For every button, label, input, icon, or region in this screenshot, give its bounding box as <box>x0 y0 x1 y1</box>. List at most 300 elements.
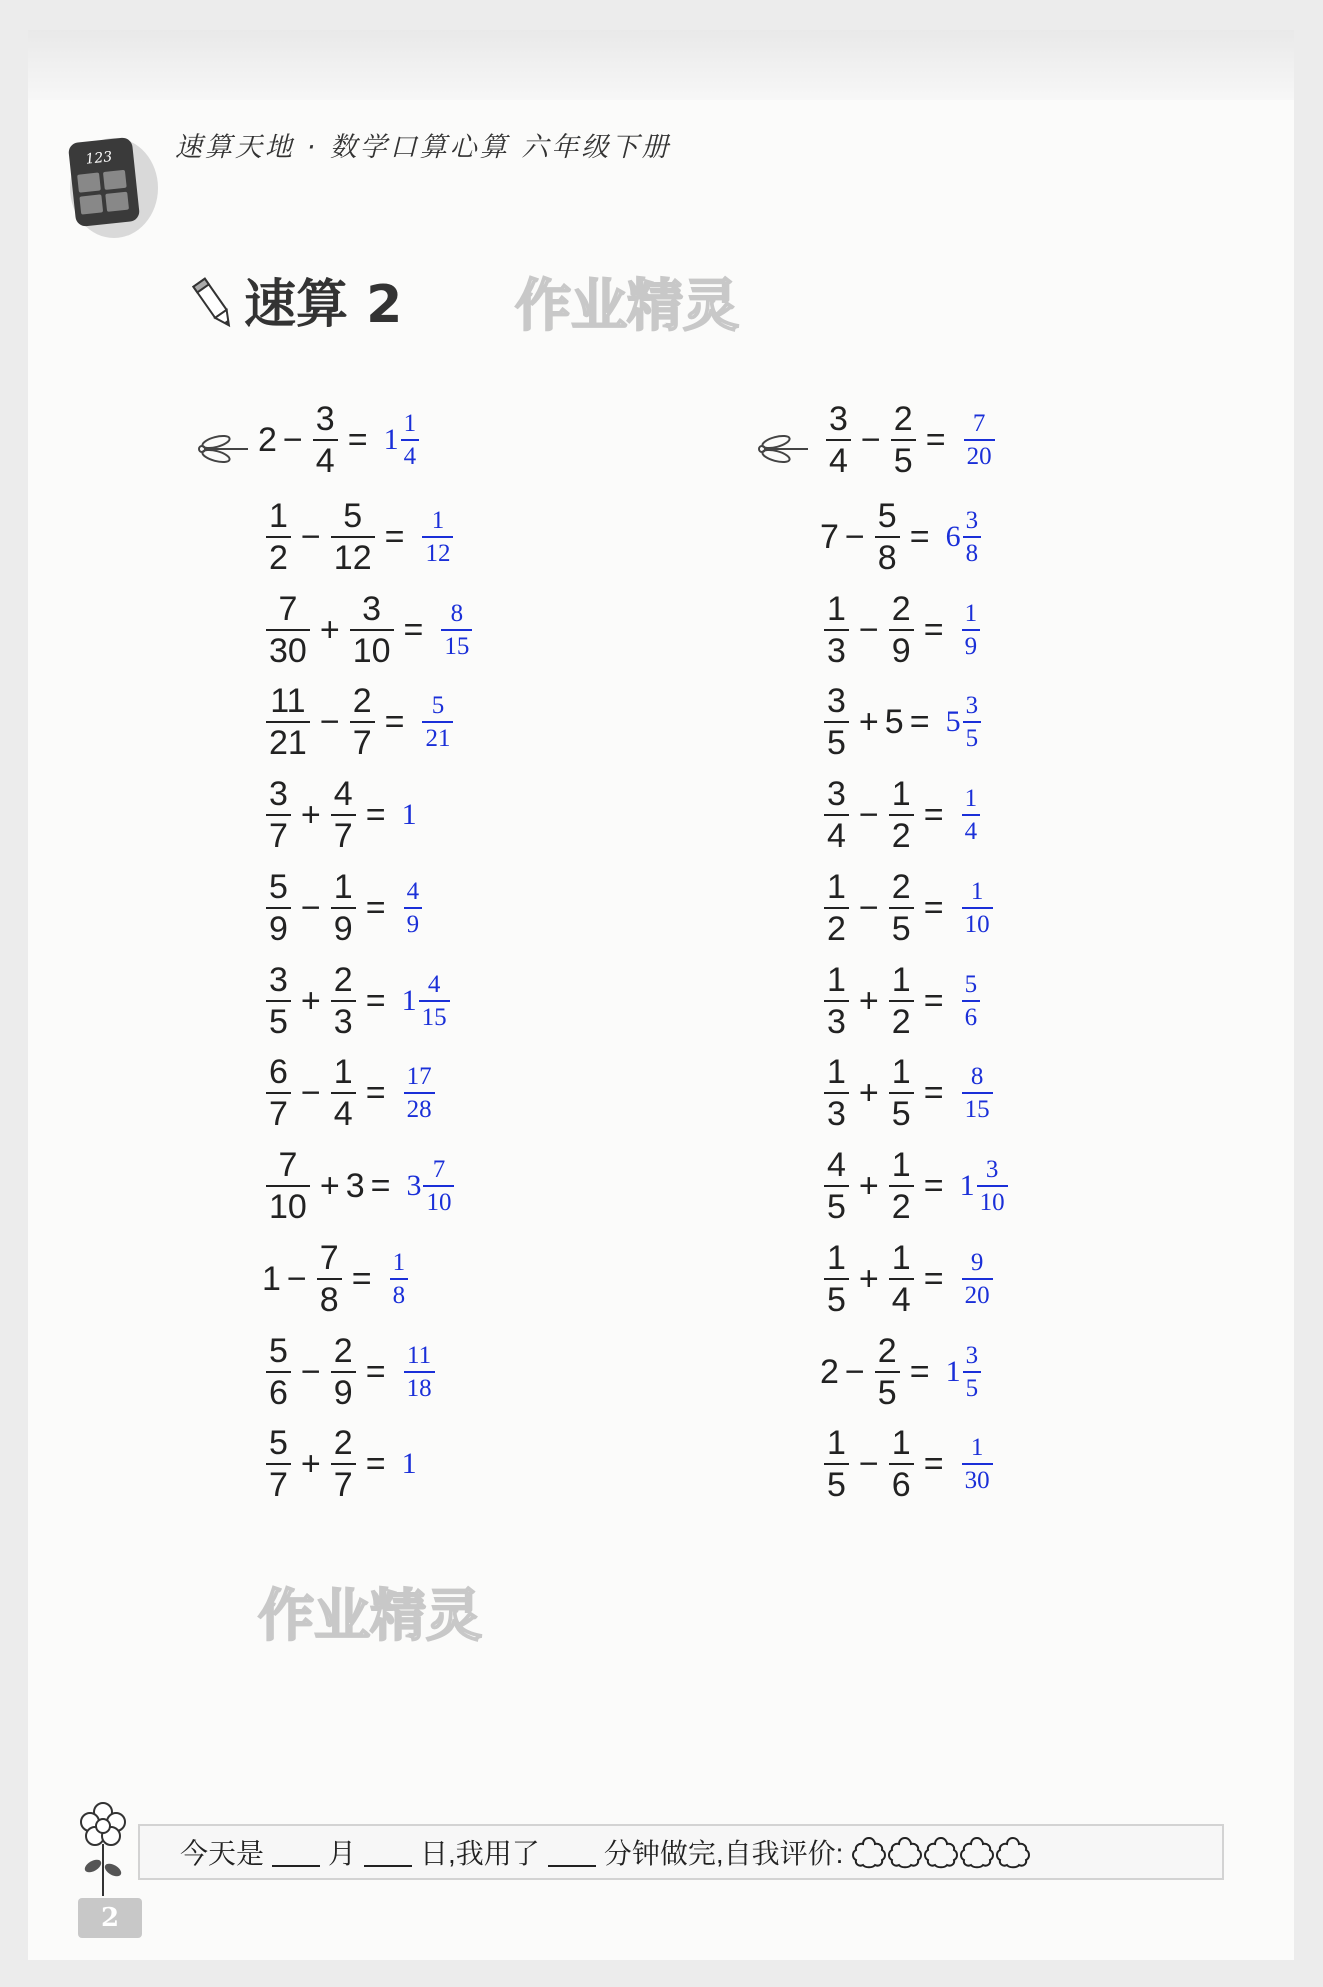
operator: − <box>300 517 321 556</box>
numerator: 5 <box>964 971 978 998</box>
numerator: 1 <box>269 497 288 535</box>
answer <box>402 1064 437 1122</box>
denominator: 10 <box>423 1185 454 1215</box>
operator: + <box>300 981 321 1020</box>
denominator: 5 <box>889 907 914 946</box>
operator: + <box>319 1166 340 1205</box>
rating-cloud-icon[interactable] <box>887 1835 923 1869</box>
operator: − <box>300 1352 321 1391</box>
answer <box>960 786 983 844</box>
denominator: 9 <box>266 907 291 946</box>
day-blank[interactable] <box>364 1837 412 1867</box>
numerator: 5 <box>269 1424 288 1462</box>
denominator: 8 <box>317 1278 342 1317</box>
answer-whole: 3 <box>406 1169 422 1202</box>
answer-fraction <box>962 601 981 659</box>
denominator: 21 <box>266 721 310 760</box>
minutes-label: 分钟做完,自我评价: <box>603 1838 844 1869</box>
flower-icon <box>78 1800 128 1900</box>
answer-fraction <box>963 508 982 566</box>
numerator: 8 <box>970 1063 984 1090</box>
fraction <box>824 592 849 668</box>
numerator: 1 <box>392 1249 406 1276</box>
denominator: 4 <box>331 1092 356 1131</box>
denominator: 20 <box>962 1278 993 1308</box>
answer-whole: 1 <box>401 798 417 831</box>
answer <box>388 1250 411 1308</box>
equals-sign: = <box>365 795 386 834</box>
answer-fraction <box>441 601 472 659</box>
answer <box>946 1343 984 1401</box>
fraction <box>824 1426 849 1502</box>
numerator: 1 <box>970 878 984 905</box>
operator: − <box>300 1073 321 1112</box>
problem-row <box>820 672 983 772</box>
answer-whole: 1 <box>945 1355 961 1388</box>
denominator: 3 <box>824 1092 849 1131</box>
operator: + <box>858 981 879 1020</box>
answer <box>420 693 455 751</box>
fraction <box>350 684 375 760</box>
numerator: 11 <box>270 682 306 720</box>
fraction <box>266 870 291 946</box>
fraction <box>889 1241 914 1317</box>
answer-fraction <box>962 1064 993 1122</box>
problem-row <box>820 858 995 958</box>
fraction <box>889 1055 914 1131</box>
problem-row <box>820 1414 995 1514</box>
date-label: 今天是 <box>180 1838 265 1869</box>
numerator: 2 <box>893 400 913 438</box>
numerator: 7 <box>432 1156 446 1183</box>
denominator: 4 <box>962 814 981 844</box>
answer-whole: 1 <box>401 984 417 1017</box>
denominator: 3 <box>331 1000 356 1039</box>
fraction <box>266 963 291 1039</box>
denominator: 12 <box>422 536 453 566</box>
month-label: 月 <box>328 1838 357 1869</box>
denominator: 10 <box>977 1185 1008 1215</box>
answer-fraction <box>962 879 993 937</box>
numerator: 1 <box>827 961 846 999</box>
denominator: 8 <box>875 536 900 575</box>
numerator: 1 <box>970 1434 984 1461</box>
answer-fraction <box>422 508 453 566</box>
equals-sign: = <box>384 517 405 556</box>
numerator: 1 <box>827 1424 846 1462</box>
denominator: 8 <box>963 536 982 566</box>
numerator: 5 <box>269 868 288 906</box>
equals-sign: = <box>923 610 944 649</box>
numerator: 2 <box>333 961 353 999</box>
operator: − <box>860 420 881 459</box>
problem-row <box>262 1043 437 1143</box>
numerator: 5 <box>877 497 897 535</box>
operator: − <box>858 888 879 927</box>
equals-sign: = <box>925 420 946 459</box>
fraction <box>266 777 291 853</box>
operator: − <box>858 610 879 649</box>
equals-sign: = <box>923 1073 944 1112</box>
dragonfly-icon <box>756 432 812 468</box>
denominator: 7 <box>266 1092 291 1131</box>
fraction <box>824 1148 849 1224</box>
denominator: 9 <box>889 629 914 668</box>
denominator: 30 <box>962 1463 993 1493</box>
problem-row <box>820 1229 995 1329</box>
rating-stars[interactable] <box>851 1835 1031 1869</box>
denominator: 5 <box>963 1371 982 1401</box>
denominator: 28 <box>404 1092 435 1122</box>
calculator-icon <box>62 132 158 240</box>
number: 1 <box>262 1259 281 1298</box>
numerator: 1 <box>891 1239 911 1277</box>
answer-whole: 1 <box>959 1169 975 1202</box>
answer-fraction <box>962 1435 993 1493</box>
numerator: 3 <box>269 775 288 813</box>
answer-whole: 1 <box>383 423 399 456</box>
denominator: 5 <box>963 721 982 751</box>
problem-row <box>262 1229 410 1329</box>
numerator: 4 <box>827 1146 846 1184</box>
denominator: 8 <box>390 1278 409 1308</box>
equals-sign: = <box>923 1444 944 1483</box>
operator: − <box>300 888 321 927</box>
numerator: 3 <box>965 1342 979 1369</box>
numerator: 4 <box>427 971 441 998</box>
problem-row <box>262 580 474 680</box>
fraction <box>266 499 291 575</box>
numerator: 3 <box>965 507 979 534</box>
rating-cloud-icon[interactable] <box>959 1835 995 1869</box>
denominator: 5 <box>824 1463 849 1502</box>
operator: − <box>319 702 340 741</box>
numerator: 3 <box>965 692 979 719</box>
answer-fraction <box>419 972 450 1030</box>
numerator: 8 <box>450 600 464 627</box>
numerator: 2 <box>352 682 372 720</box>
numerator: 3 <box>269 961 288 999</box>
denominator: 2 <box>889 1000 914 1039</box>
fraction <box>824 684 849 760</box>
numerator: 3 <box>827 682 846 720</box>
fraction <box>875 499 900 575</box>
numerator: 1 <box>964 600 978 627</box>
operator: + <box>300 795 321 834</box>
numerator: 4 <box>406 878 420 905</box>
equals-sign: = <box>365 981 386 1020</box>
operator: + <box>858 1166 879 1205</box>
equals-sign: = <box>909 1352 930 1391</box>
numerator: 5 <box>431 692 445 719</box>
answer-fraction <box>422 693 453 751</box>
number: 7 <box>820 517 839 556</box>
operator: − <box>844 1352 865 1391</box>
denominator: 5 <box>824 1278 849 1317</box>
fraction <box>350 592 394 668</box>
number: 2 <box>258 420 277 459</box>
denominator: 5 <box>824 1185 849 1224</box>
fraction <box>889 870 914 946</box>
denominator: 5 <box>266 1000 291 1039</box>
answer <box>960 972 983 1030</box>
equals-sign: = <box>923 981 944 1020</box>
answer-fraction <box>962 786 981 844</box>
denominator: 20 <box>964 439 995 469</box>
numerator: 2 <box>891 868 911 906</box>
top-band <box>28 30 1294 100</box>
answer-fraction <box>401 411 420 469</box>
problem-row <box>820 1322 983 1422</box>
denominator: 9 <box>331 1371 356 1410</box>
denominator: 10 <box>962 907 993 937</box>
denominator: 2 <box>889 1185 914 1224</box>
equals-sign: = <box>384 702 405 741</box>
fraction <box>824 1241 849 1317</box>
denominator: 2 <box>266 536 291 575</box>
day-label: 日,我用了 <box>420 1838 540 1869</box>
numerator: 9 <box>970 1249 984 1276</box>
fraction <box>889 1148 914 1224</box>
self-evaluation-line <box>180 1832 1031 1872</box>
numerator: 1 <box>333 1053 353 1091</box>
problem-row <box>262 858 424 958</box>
operator: + <box>858 702 879 741</box>
numerator: 3 <box>362 590 382 628</box>
operator: + <box>319 610 340 649</box>
pencil-icon <box>192 274 236 334</box>
operator: − <box>844 517 865 556</box>
fraction <box>331 870 356 946</box>
fraction <box>266 1334 291 1410</box>
numerator: 6 <box>269 1053 288 1091</box>
watermark-top: 作业精灵 <box>515 274 739 339</box>
denominator: 15 <box>962 1092 993 1122</box>
answer <box>946 693 984 751</box>
denominator: 7 <box>331 1463 356 1502</box>
watermark-middle: 作业精灵 <box>258 1584 482 1649</box>
equals-sign: = <box>365 1444 386 1483</box>
numerator: 2 <box>891 590 911 628</box>
denominator: 3 <box>824 629 849 668</box>
numerator: 4 <box>333 775 353 813</box>
numerator: 11 <box>407 1342 432 1369</box>
denominator: 4 <box>313 439 338 478</box>
page-number: 2 <box>78 1898 142 1938</box>
numerator: 1 <box>431 507 445 534</box>
answer <box>960 1157 1010 1215</box>
fraction <box>266 1055 291 1131</box>
month-blank[interactable] <box>272 1837 320 1867</box>
numerator: 3 <box>827 775 846 813</box>
denominator: 6 <box>962 1000 981 1030</box>
answer <box>402 1447 417 1481</box>
problem-row <box>262 1414 417 1514</box>
answer-fraction <box>963 693 982 751</box>
book-title: 速算天地 · 数学口算心算 六年级下册 <box>175 132 672 163</box>
equals-sign: = <box>365 888 386 927</box>
equals-sign: = <box>403 610 424 649</box>
answer <box>960 1435 995 1493</box>
denominator: 7 <box>350 721 375 760</box>
denominator: 7 <box>331 814 356 853</box>
fraction <box>313 402 338 478</box>
denominator: 15 <box>419 1000 450 1030</box>
answer-fraction <box>962 972 981 1030</box>
rating-cloud-icon[interactable] <box>851 1835 887 1869</box>
equals-sign: = <box>365 1352 386 1391</box>
problem-row <box>820 1136 1010 1236</box>
fraction <box>331 1055 356 1131</box>
numerator: 1 <box>827 590 846 628</box>
answer <box>960 1250 995 1308</box>
numerator: 1 <box>403 410 417 437</box>
fraction <box>266 1148 310 1224</box>
denominator: 5 <box>875 1371 900 1410</box>
answer-fraction <box>963 1343 982 1401</box>
denominator: 10 <box>350 629 394 668</box>
equals-sign: = <box>923 795 944 834</box>
numerator: 3 <box>829 400 848 438</box>
numerator: 2 <box>877 1332 897 1370</box>
problem-row <box>262 487 455 587</box>
problem-row <box>262 672 455 772</box>
answer-fraction <box>390 1250 409 1308</box>
logo-text: 123 <box>84 149 114 168</box>
problem-row <box>820 580 982 680</box>
numerator: 7 <box>319 1239 339 1277</box>
denominator: 2 <box>889 814 914 853</box>
denominator: 10 <box>266 1185 310 1224</box>
problem-row <box>822 390 997 490</box>
numerator: 7 <box>278 1146 298 1184</box>
fraction <box>889 963 914 1039</box>
answer <box>402 879 425 937</box>
fraction <box>889 777 914 853</box>
numerator: 5 <box>343 497 363 535</box>
answer <box>406 1157 456 1215</box>
operator: + <box>300 1444 321 1483</box>
problem-row <box>258 390 421 490</box>
fraction <box>824 1055 849 1131</box>
denominator: 5 <box>889 1092 914 1131</box>
answer-fraction <box>962 1250 993 1308</box>
problem-row <box>820 487 983 587</box>
number: 5 <box>884 702 904 741</box>
operator: + <box>858 1073 879 1112</box>
number: 3 <box>345 1166 365 1205</box>
fraction <box>824 870 849 946</box>
rating-cloud-icon[interactable] <box>923 1835 959 1869</box>
denominator: 18 <box>404 1371 435 1401</box>
denominator: 4 <box>824 814 849 853</box>
equals-sign: = <box>365 1073 386 1112</box>
numerator: 1 <box>891 1053 911 1091</box>
operator: − <box>282 420 303 459</box>
numerator: 1 <box>891 775 911 813</box>
operator: + <box>858 1259 879 1298</box>
numerator: 1 <box>891 961 911 999</box>
equals-sign: = <box>347 420 368 459</box>
answer <box>946 508 984 566</box>
answer <box>384 411 422 469</box>
fraction <box>331 1334 356 1410</box>
minutes-blank[interactable] <box>548 1837 596 1867</box>
numerator: 7 <box>278 590 298 628</box>
numerator: 3 <box>985 1156 999 1183</box>
denominator: 9 <box>331 907 356 946</box>
problem-row <box>262 951 452 1051</box>
denominator: 9 <box>962 629 981 659</box>
operator: − <box>286 1259 307 1298</box>
numerator: 1 <box>827 1053 846 1091</box>
denominator: 2 <box>824 907 849 946</box>
denominator: 4 <box>889 1278 914 1317</box>
denominator: 30 <box>266 629 310 668</box>
numerator: 1 <box>827 868 846 906</box>
fraction <box>331 1426 356 1502</box>
number: 2 <box>820 1352 839 1391</box>
fraction <box>889 1426 914 1502</box>
answer <box>960 601 983 659</box>
answer-fraction <box>423 1157 454 1215</box>
numerator: 1 <box>891 1424 911 1462</box>
problem-row <box>820 1043 995 1143</box>
equals-sign: = <box>351 1259 372 1298</box>
fraction <box>889 592 914 668</box>
equals-sign: = <box>923 888 944 927</box>
answer-whole: 5 <box>945 705 961 738</box>
answer <box>960 879 995 937</box>
answer <box>962 411 997 469</box>
numerator: 2 <box>333 1332 353 1370</box>
answer-fraction <box>964 411 995 469</box>
denominator: 7 <box>266 814 291 853</box>
fraction <box>891 402 916 478</box>
equals-sign: = <box>909 517 930 556</box>
fraction <box>875 1334 900 1410</box>
problem-row <box>262 1322 437 1422</box>
fraction <box>317 1241 342 1317</box>
answer-fraction <box>404 1343 435 1401</box>
equals-sign: = <box>923 1259 944 1298</box>
answer <box>960 1064 995 1122</box>
numerator: 1 <box>891 1146 911 1184</box>
answer <box>420 508 455 566</box>
fraction <box>266 1426 291 1502</box>
denominator: 6 <box>266 1371 291 1410</box>
answer <box>402 798 417 832</box>
fraction <box>331 499 375 575</box>
numerator: 1 <box>964 785 978 812</box>
fraction <box>331 963 356 1039</box>
numerator: 3 <box>315 400 335 438</box>
rating-cloud-icon[interactable] <box>995 1835 1031 1869</box>
denominator: 3 <box>824 1000 849 1039</box>
numerator: 17 <box>406 1063 432 1090</box>
fraction <box>266 592 310 668</box>
numerator: 5 <box>269 1332 288 1370</box>
answer-whole: 1 <box>401 1447 417 1480</box>
equals-sign: = <box>370 1166 391 1205</box>
answer <box>439 601 474 659</box>
numerator: 1 <box>827 1239 846 1277</box>
fraction <box>824 963 849 1039</box>
denominator: 21 <box>422 721 453 751</box>
equals-sign: = <box>923 1166 944 1205</box>
operator: − <box>858 795 879 834</box>
answer-fraction <box>404 1064 435 1122</box>
